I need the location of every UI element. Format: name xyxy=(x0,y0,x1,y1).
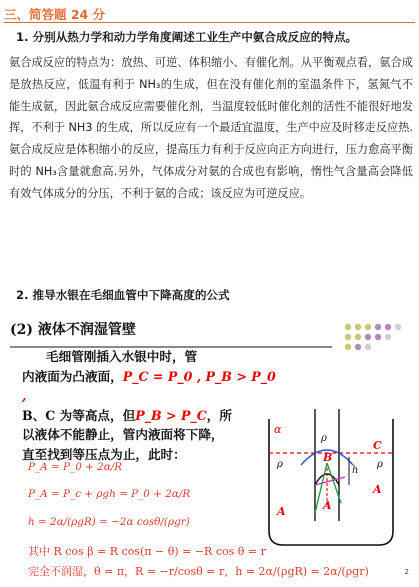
body-line-5: 直至找到等压点为止，此时： xyxy=(22,446,186,462)
answer-1-text: 氨合成反应的特点为：放热、可逆、体积缩小、有催化剂。从平衡观点看，氨合成是放热反应，低温有利于 NH₃的生成，但在没有催化剂的室温条件下，氢氮气不能生成氨，因此氨合成反应需要催化剂，当温度较低时催化剂的活性不能很好地发挥，不利于 NH3 的生成，所以反应有一个最适宜温度，生产中应及时移走反应热.氨合成反应是体积缩小的反应，提高压力有利于反应向正方向进行，压力愈高平衡时的 NH₃含量就愈高.另外，气体成分对氨的合成也有影响，惰性气含量高会降低有效气体成分的分压，不利于氨的合成；该反应为可逆反应。 xyxy=(9,56,413,200)
body-line-3-end: ，所 xyxy=(206,407,232,423)
label-b: B xyxy=(323,451,333,464)
section-header xyxy=(4,4,415,23)
pressure-relation-1: P_C = P_0 , P_B > P_0 , xyxy=(22,368,276,404)
decorative-dots xyxy=(340,319,416,357)
slide-body xyxy=(22,347,280,465)
equation-h: h = 2α/(ρgR) = −2α cosθ/(ρgr) xyxy=(28,516,190,528)
label-alpha: α xyxy=(274,423,282,436)
body-line-3-text: B、C 为等高点，但 xyxy=(22,407,136,423)
body-line-2-text: 内液面为凸液面， xyxy=(22,368,123,384)
label-a-right: A xyxy=(373,483,382,496)
question-2: 2. 推导水银在毛细血管中下降高度的公式 xyxy=(16,288,230,302)
label-c: C xyxy=(373,439,382,452)
equation-pa-2: P_A = P_c + ρgh = P_0 + 2α/R xyxy=(28,488,191,500)
label-rho-inner: ρ xyxy=(321,433,327,444)
label-rho-left: ρ xyxy=(277,459,283,470)
section-title: 三、简答题 24 分 xyxy=(4,7,106,22)
label-a-left: A xyxy=(277,505,286,518)
body-line-2 xyxy=(22,367,280,406)
body-line-3 xyxy=(22,406,280,426)
equation-full: 完全不润湿，θ = π，R = −r/cosθ = r，h = 2α/(ρgR) = 2α/(ρgr) xyxy=(28,565,369,578)
question-1: 1. 分别从热力学和动力学角度阐述工业生产中氨合成反应的特点。 xyxy=(16,30,358,44)
equation-r: 其中 R cos β = R cos(π − θ) = −R cos θ = r xyxy=(28,545,266,558)
equation-pa-1: P_A = P_0 + 2α/R xyxy=(28,461,123,473)
slide-title: (2) 液体不润湿管壁 xyxy=(10,322,136,338)
label-a-center: A xyxy=(323,499,332,512)
body-line-4: 以液体不能静止，管内液面将下降， xyxy=(22,427,224,443)
label-rho-right: ρ xyxy=(377,459,383,470)
pressure-relation-2: P_B > P_C xyxy=(135,407,207,423)
body-line-1: 毛细管刚插入水银中时，管 xyxy=(46,349,198,364)
page-number: 2 xyxy=(404,568,409,576)
label-h: h xyxy=(352,465,359,476)
answer-1 xyxy=(9,52,413,205)
capillary-diagram xyxy=(255,405,407,555)
